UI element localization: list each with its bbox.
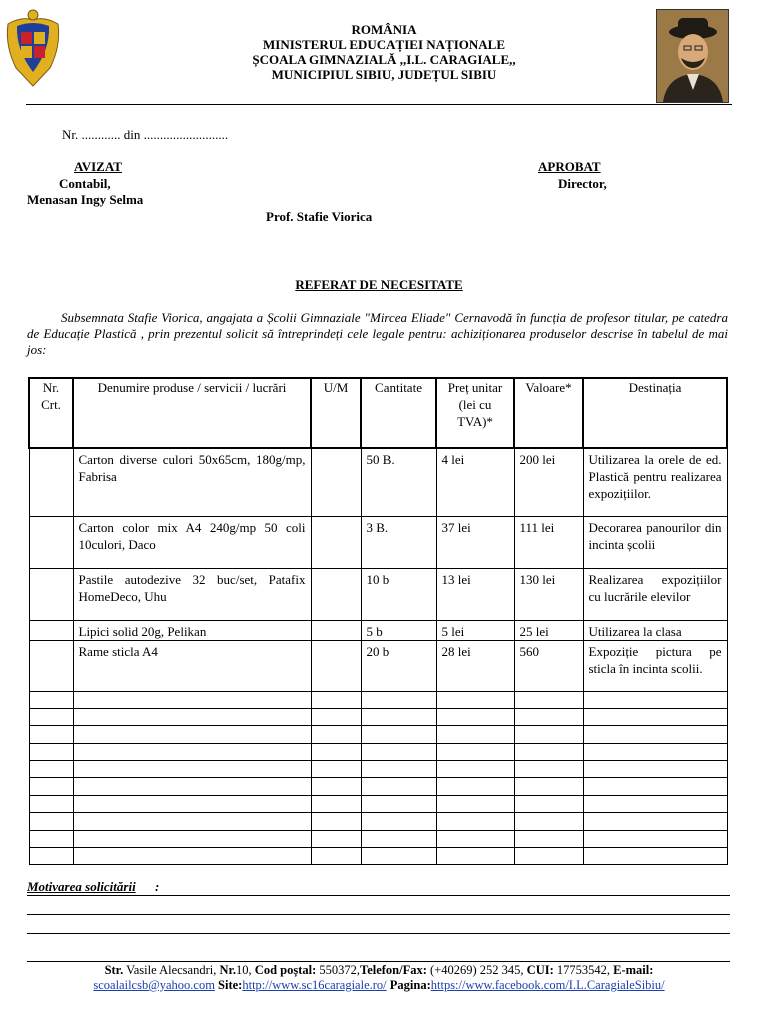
motivation-label: Motivarea solicitării	[27, 879, 136, 894]
table-row-empty	[29, 778, 727, 795]
cell-destinatia: Utilizarea la clasa	[583, 620, 727, 640]
avizat-heading: AVIZAT	[74, 159, 122, 174]
header-ministry: MINISTERUL EDUCAȚIEI NAȚIONALE	[263, 37, 505, 52]
empty-cell	[361, 795, 436, 812]
empty-cell	[361, 691, 436, 708]
cell-denumire: Rame sticla A4	[73, 640, 311, 691]
empty-cell	[73, 778, 311, 795]
empty-cell	[583, 708, 727, 725]
empty-cell	[361, 726, 436, 743]
aprobat-name: Prof. Stafie Viorica	[266, 209, 373, 224]
header-block	[0, 22, 768, 82]
empty-cell	[311, 726, 361, 743]
table-row-empty	[29, 761, 727, 778]
empty-cell	[583, 691, 727, 708]
motivation-line-3	[27, 933, 730, 934]
empty-cell	[436, 743, 514, 760]
empty-cell	[29, 848, 73, 865]
empty-cell	[361, 778, 436, 795]
empty-cell	[29, 743, 73, 760]
empty-cell	[311, 743, 361, 760]
table-row-empty	[29, 743, 727, 760]
empty-cell	[73, 795, 311, 812]
empty-cell	[436, 691, 514, 708]
cell-valoare: 560	[514, 640, 583, 691]
cell-nr	[29, 640, 73, 691]
empty-cell	[311, 830, 361, 847]
footer-cod-label: Cod poștal:	[254, 963, 317, 977]
empty-cell	[311, 691, 361, 708]
cell-destinatia: Decorarea panourilor din incinta școlii	[583, 516, 727, 568]
table-header-row	[29, 378, 727, 448]
header-divider	[26, 104, 732, 105]
cell-nr	[29, 568, 73, 620]
empty-cell	[514, 848, 583, 865]
empty-cell	[29, 830, 73, 847]
footer-pagina-link[interactable]: https://www.facebook.com/I.L.CaragialeSibiu/	[430, 978, 665, 992]
empty-cell	[514, 778, 583, 795]
cell-cantitate: 10 b	[361, 568, 436, 620]
cell-um	[311, 620, 361, 640]
aprobat-heading: APROBAT	[538, 159, 601, 174]
cell-nr	[29, 448, 73, 516]
footer-site-link[interactable]: http://www.sc16caragiale.ro/	[242, 978, 387, 992]
empty-cell	[29, 813, 73, 830]
header-um: U/M	[311, 378, 361, 448]
empty-cell	[514, 795, 583, 812]
footer-cui-value: 17753542,	[553, 963, 614, 977]
table-row-empty	[29, 691, 727, 708]
cell-valoare: 25 lei	[514, 620, 583, 640]
empty-cell	[514, 726, 583, 743]
empty-cell	[311, 761, 361, 778]
cell-destinatia: Realizarea expozițiilor cu lucrările elevilor	[583, 568, 727, 620]
empty-cell	[73, 708, 311, 725]
empty-cell	[29, 691, 73, 708]
avizat-role: Contabil,	[59, 176, 111, 191]
cell-valoare: 130 lei	[514, 568, 583, 620]
footer	[0, 963, 758, 993]
footer-str-label: Str.	[104, 963, 124, 977]
header-country: ROMÂNIA	[351, 22, 417, 37]
table-row-empty	[29, 813, 727, 830]
footer-email-link[interactable]: scoalailcsb@yahoo.com	[93, 978, 215, 992]
empty-cell	[436, 830, 514, 847]
footer-pagina-label: Pagina:	[389, 978, 431, 992]
empty-cell	[361, 708, 436, 725]
avizat-name: Menasan Ingy Selma	[27, 192, 144, 207]
table-row-empty	[29, 830, 727, 847]
empty-cell	[436, 778, 514, 795]
empty-cell	[29, 708, 73, 725]
empty-cell	[29, 761, 73, 778]
table-row-empty	[29, 848, 727, 865]
empty-cell	[436, 726, 514, 743]
empty-cell	[583, 830, 727, 847]
empty-cell	[311, 848, 361, 865]
cell-um	[311, 568, 361, 620]
empty-cell	[436, 813, 514, 830]
motivation-line-1	[27, 895, 730, 896]
empty-cell	[73, 761, 311, 778]
header-nr: Nr. Crt.	[29, 378, 73, 448]
empty-cell	[514, 743, 583, 760]
table-row	[29, 620, 727, 640]
footer-str-value: Vasile Alecsandri,	[123, 963, 220, 977]
footer-site-label: Site:	[218, 978, 243, 992]
empty-cell	[73, 830, 311, 847]
empty-cell	[29, 795, 73, 812]
empty-cell	[29, 726, 73, 743]
document-title: REFERAT DE NECESITATE	[295, 277, 463, 292]
footer-cod-value: 550372,	[316, 963, 361, 977]
empty-cell	[436, 708, 514, 725]
header-school: ȘCOALA GIMNAZIALĂ ,,I.L. CARAGIALE,,	[252, 52, 516, 67]
empty-cell	[514, 691, 583, 708]
table-row	[29, 516, 727, 568]
empty-cell	[361, 848, 436, 865]
empty-cell	[73, 691, 311, 708]
empty-cell	[583, 778, 727, 795]
empty-cell	[514, 761, 583, 778]
empty-cell	[311, 778, 361, 795]
empty-cell	[361, 743, 436, 760]
table-row	[29, 568, 727, 620]
empty-cell	[73, 743, 311, 760]
footer-tel-label: Telefon/Fax:	[360, 963, 427, 977]
cell-cantitate: 3 B.	[361, 516, 436, 568]
motivation-colon: :	[155, 879, 160, 894]
cell-nr	[29, 516, 73, 568]
empty-cell	[583, 813, 727, 830]
empty-cell	[436, 795, 514, 812]
table-row	[29, 640, 727, 691]
footer-nr-label: Nr.	[219, 963, 237, 977]
cell-destinatia: Utilizarea la orele de ed. Plastică pentru realizarea expozițiilor.	[583, 448, 727, 516]
cell-denumire: Pastile autodezive 32 buc/set, Patafix HomeDeco, Uhu	[73, 568, 311, 620]
cell-denumire: Carton diverse culori 50x65cm, 180g/mp, Fabrisa	[73, 448, 311, 516]
empty-cell	[583, 743, 727, 760]
cell-um	[311, 448, 361, 516]
cell-valoare: 200 lei	[514, 448, 583, 516]
header-cantitate: Cantitate	[361, 378, 436, 448]
table-row-empty	[29, 795, 727, 812]
empty-cell	[583, 761, 727, 778]
empty-cell	[436, 848, 514, 865]
table-row-empty	[29, 726, 727, 743]
empty-cell	[311, 708, 361, 725]
header-valoare: Valoare*	[514, 378, 583, 448]
cell-pret: 28 lei	[436, 640, 514, 691]
cell-pret: 5 lei	[436, 620, 514, 640]
header-location: MUNICIPIUL SIBIU, JUDEȚUL SIBIU	[271, 67, 497, 82]
cell-denumire: Carton color mix A4 240g/mp 50 coli 10culori, Daco	[73, 516, 311, 568]
empty-cell	[583, 726, 727, 743]
empty-cell	[514, 813, 583, 830]
table-row	[29, 448, 727, 516]
table-row-empty	[29, 708, 727, 725]
cell-destinatia: Expoziție pictura pe sticla în incinta scolii.	[583, 640, 727, 691]
empty-cell	[361, 813, 436, 830]
cell-um	[311, 516, 361, 568]
empty-cell	[583, 848, 727, 865]
items-table	[28, 377, 728, 865]
footer-email-label: E-mail:	[613, 963, 654, 977]
empty-cell	[73, 813, 311, 830]
footer-tel-value: (+40269) 252 345,	[426, 963, 527, 977]
cell-um	[311, 640, 361, 691]
empty-cell	[583, 795, 727, 812]
empty-cell	[361, 761, 436, 778]
motivation-line-2	[27, 914, 730, 915]
empty-cell	[29, 778, 73, 795]
aprobat-role: Director,	[558, 176, 607, 191]
header-pret: Preț unitar (lei cu TVA)*	[436, 378, 514, 448]
cell-pret: 13 lei	[436, 568, 514, 620]
intro-paragraph: Subsemnata Stafie Viorica, angajata a Școlii Gimnaziale "Mircea Eliade" Cernavodă în funcția de profesor titular, pe catedra de Educație Plastică , prin prezentul solicit să întreprindeți cele legale pentru: achiziționarea produselor descrise în tabelul de mai jos:	[27, 310, 728, 357]
footer-divider	[27, 961, 730, 962]
empty-cell	[436, 761, 514, 778]
cell-valoare: 111 lei	[514, 516, 583, 568]
empty-cell	[311, 813, 361, 830]
empty-cell	[311, 795, 361, 812]
cell-pret: 4 lei	[436, 448, 514, 516]
empty-cell	[73, 848, 311, 865]
footer-nr-value: 10,	[236, 963, 255, 977]
empty-cell	[73, 726, 311, 743]
cell-cantitate: 50 B.	[361, 448, 436, 516]
header-destinatia: Destinația	[583, 378, 727, 448]
header-denumire: Denumire produse / servicii / lucrări	[73, 378, 311, 448]
registration-number: Nr. ............ din ..........................	[62, 127, 229, 142]
footer-cui-label: CUI:	[526, 963, 554, 977]
cell-cantitate: 5 b	[361, 620, 436, 640]
cell-cantitate: 20 b	[361, 640, 436, 691]
cell-nr	[29, 620, 73, 640]
empty-cell	[514, 830, 583, 847]
empty-cell	[514, 708, 583, 725]
cell-pret: 37 lei	[436, 516, 514, 568]
cell-denumire: Lipici solid 20g, Pelikan	[73, 620, 311, 640]
empty-cell	[361, 830, 436, 847]
